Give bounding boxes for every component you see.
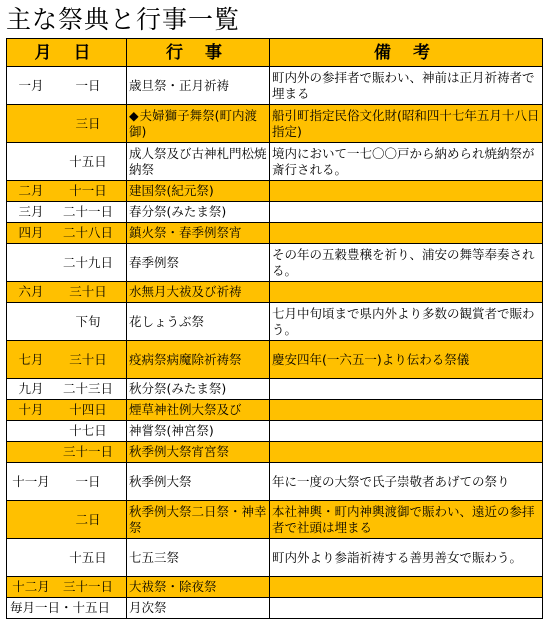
table-row bbox=[7, 379, 543, 400]
note-cell: 七月中旬頃まで県内外より多数の観賞者で賑わう。 bbox=[270, 303, 543, 341]
date-cell bbox=[7, 341, 127, 379]
table-row bbox=[7, 223, 543, 244]
event-cell bbox=[127, 442, 270, 463]
date-cell bbox=[7, 105, 127, 143]
date-cell bbox=[7, 539, 127, 577]
date-cell bbox=[7, 202, 127, 223]
day-label: 一日 bbox=[75, 473, 101, 489]
day-label: 三十一日 bbox=[62, 579, 113, 594]
event-cell bbox=[127, 244, 270, 282]
note-cell: 本社神輿・町内神輿渡御で賑わい、遠近の参拝者で社頭は埋まる bbox=[270, 501, 543, 539]
date-cell bbox=[7, 244, 127, 282]
date-cell bbox=[7, 400, 127, 421]
note-cell bbox=[270, 442, 543, 463]
event-cell bbox=[127, 463, 270, 501]
note-cell bbox=[270, 181, 543, 202]
date-cell bbox=[7, 577, 127, 598]
table-row bbox=[7, 400, 543, 421]
event-name: 春分祭(みたま祭) bbox=[129, 204, 227, 219]
note-cell: 船引町指定民俗文化財(昭和四十七年五月十八日指定) bbox=[270, 105, 543, 143]
event-cell bbox=[127, 341, 270, 379]
month-label: 二月 bbox=[18, 183, 44, 198]
note-cell: 町内外の参拝者で賑わい、神前は正月祈祷者で埋まる bbox=[270, 67, 543, 105]
event-name: 成人祭及び古神札門松焼納祭 bbox=[129, 145, 267, 177]
date-cell bbox=[7, 442, 127, 463]
date-cell bbox=[7, 67, 127, 105]
event-name: 秋季例大祭宵宮祭 bbox=[129, 444, 230, 459]
table-row bbox=[7, 244, 543, 282]
event-name: 月次祭 bbox=[129, 600, 167, 615]
table-row bbox=[7, 539, 543, 577]
table-row bbox=[7, 442, 543, 463]
event-name: 歳旦祭・正月祈祷 bbox=[129, 77, 230, 93]
date-cell bbox=[7, 421, 127, 442]
table-row bbox=[7, 303, 543, 341]
event-cell bbox=[127, 501, 270, 539]
event-name: 七五三祭 bbox=[129, 549, 180, 565]
note-cell bbox=[270, 400, 543, 421]
date-cell bbox=[7, 501, 127, 539]
note-cell: 町内外より参詣祈祷する善男善女で賑わう。 bbox=[270, 539, 543, 577]
table-row bbox=[7, 105, 543, 143]
date-cell bbox=[7, 303, 127, 341]
note-cell bbox=[270, 598, 543, 619]
event-name: 夫婦獅子舞祭(町内渡御) bbox=[129, 107, 258, 139]
date-cell bbox=[7, 223, 127, 244]
event-name: 秋季例大祭二日祭・神幸祭 bbox=[129, 503, 267, 535]
month-label: 一月 bbox=[18, 77, 44, 93]
column-header-date: 月 日 bbox=[7, 39, 127, 67]
event-cell bbox=[127, 577, 270, 598]
month-label: 九月 bbox=[18, 381, 44, 396]
date-full: 毎月一日・十五日 bbox=[10, 600, 111, 615]
event-name: 花しょうぶ祭 bbox=[129, 313, 205, 329]
day-label: 二十八日 bbox=[62, 225, 113, 240]
day-label: 十一日 bbox=[69, 183, 107, 198]
day-label: 十五日 bbox=[69, 153, 107, 169]
note-cell bbox=[270, 379, 543, 400]
diamond-bullet-icon: ◆ bbox=[129, 107, 139, 123]
event-cell bbox=[127, 598, 270, 619]
day-label: 三十一日 bbox=[62, 444, 113, 459]
table-row bbox=[7, 143, 543, 181]
month-label: 十一月 bbox=[12, 473, 50, 489]
event-cell bbox=[127, 202, 270, 223]
note-cell: その年の五穀豊穣を祈り、浦安の舞等奉奏される。 bbox=[270, 244, 543, 282]
month-label: 七月 bbox=[18, 351, 44, 367]
note-cell: 慶安四年(一六五一)より伝わる祭儀 bbox=[270, 341, 543, 379]
day-label: 十七日 bbox=[69, 423, 107, 438]
month-label: 十月 bbox=[18, 402, 44, 417]
table-row bbox=[7, 577, 543, 598]
table-row bbox=[7, 598, 543, 619]
page-title: 主な祭典と行事一覧 bbox=[6, 5, 241, 34]
event-cell bbox=[127, 379, 270, 400]
day-label: 二十一日 bbox=[62, 204, 113, 219]
event-name: 煙草神社例大祭及び bbox=[129, 402, 242, 417]
note-cell bbox=[270, 421, 543, 442]
event-name: 秋季例大祭 bbox=[129, 473, 192, 489]
day-label: 二十九日 bbox=[62, 254, 113, 270]
event-name: 大祓祭・除夜祭 bbox=[129, 579, 217, 594]
event-cell bbox=[127, 105, 270, 143]
event-cell bbox=[127, 223, 270, 244]
event-cell bbox=[127, 303, 270, 341]
note-cell bbox=[270, 202, 543, 223]
event-name: 建国祭(紀元祭) bbox=[129, 183, 214, 198]
table-row bbox=[7, 421, 543, 442]
note-cell bbox=[270, 577, 543, 598]
event-cell bbox=[127, 400, 270, 421]
event-cell bbox=[127, 181, 270, 202]
date-cell bbox=[7, 598, 127, 619]
event-name: 鎮火祭・春季例祭宵 bbox=[129, 225, 242, 240]
event-cell bbox=[127, 67, 270, 105]
day-label: 十五日 bbox=[69, 549, 107, 565]
note-cell: 年に一度の大祭で氏子崇敬者あげての祭り bbox=[270, 463, 543, 501]
date-cell bbox=[7, 143, 127, 181]
date-cell bbox=[7, 282, 127, 303]
month-label: 十二月 bbox=[12, 579, 50, 594]
event-cell bbox=[127, 282, 270, 303]
table-row bbox=[7, 181, 543, 202]
day-label: 三日 bbox=[75, 115, 101, 131]
column-header-note: 備 考 bbox=[270, 39, 543, 67]
note-cell bbox=[270, 223, 543, 244]
event-name: 水無月大祓及び祈祷 bbox=[129, 284, 242, 299]
event-name: 春季例祭 bbox=[129, 254, 180, 270]
month-label: 四月 bbox=[18, 225, 44, 240]
day-label: 十四日 bbox=[69, 402, 107, 417]
day-label: 二十三日 bbox=[62, 381, 113, 396]
date-cell bbox=[7, 463, 127, 501]
event-name: 疫病祭病魔除祈祷祭 bbox=[129, 351, 242, 367]
day-label: 三十日 bbox=[69, 351, 107, 367]
event-cell bbox=[127, 143, 270, 181]
note-cell: 境内において一七〇〇戸から納められ焼納祭が斎行される。 bbox=[270, 143, 543, 181]
event-cell bbox=[127, 421, 270, 442]
table-row bbox=[7, 501, 543, 539]
day-label: 下旬 bbox=[75, 313, 101, 329]
event-name: 神嘗祭(神宮祭) bbox=[129, 423, 214, 438]
event-cell bbox=[127, 539, 270, 577]
month-label: 三月 bbox=[18, 204, 44, 219]
month-label: 六月 bbox=[18, 284, 44, 299]
day-label: 三十日 bbox=[69, 284, 107, 299]
note-cell bbox=[270, 282, 543, 303]
table-header-row bbox=[7, 39, 543, 67]
table-row bbox=[7, 67, 543, 105]
day-label: 一日 bbox=[75, 77, 101, 93]
table-row bbox=[7, 282, 543, 303]
event-name: 秋分祭(みたま祭) bbox=[129, 381, 227, 396]
table-row bbox=[7, 463, 543, 501]
date-cell bbox=[7, 181, 127, 202]
events-table bbox=[6, 38, 543, 619]
table-row bbox=[7, 202, 543, 223]
column-header-event: 行 事 bbox=[127, 39, 270, 67]
day-label: 二日 bbox=[75, 511, 101, 527]
table-row bbox=[7, 341, 543, 379]
date-cell bbox=[7, 379, 127, 400]
